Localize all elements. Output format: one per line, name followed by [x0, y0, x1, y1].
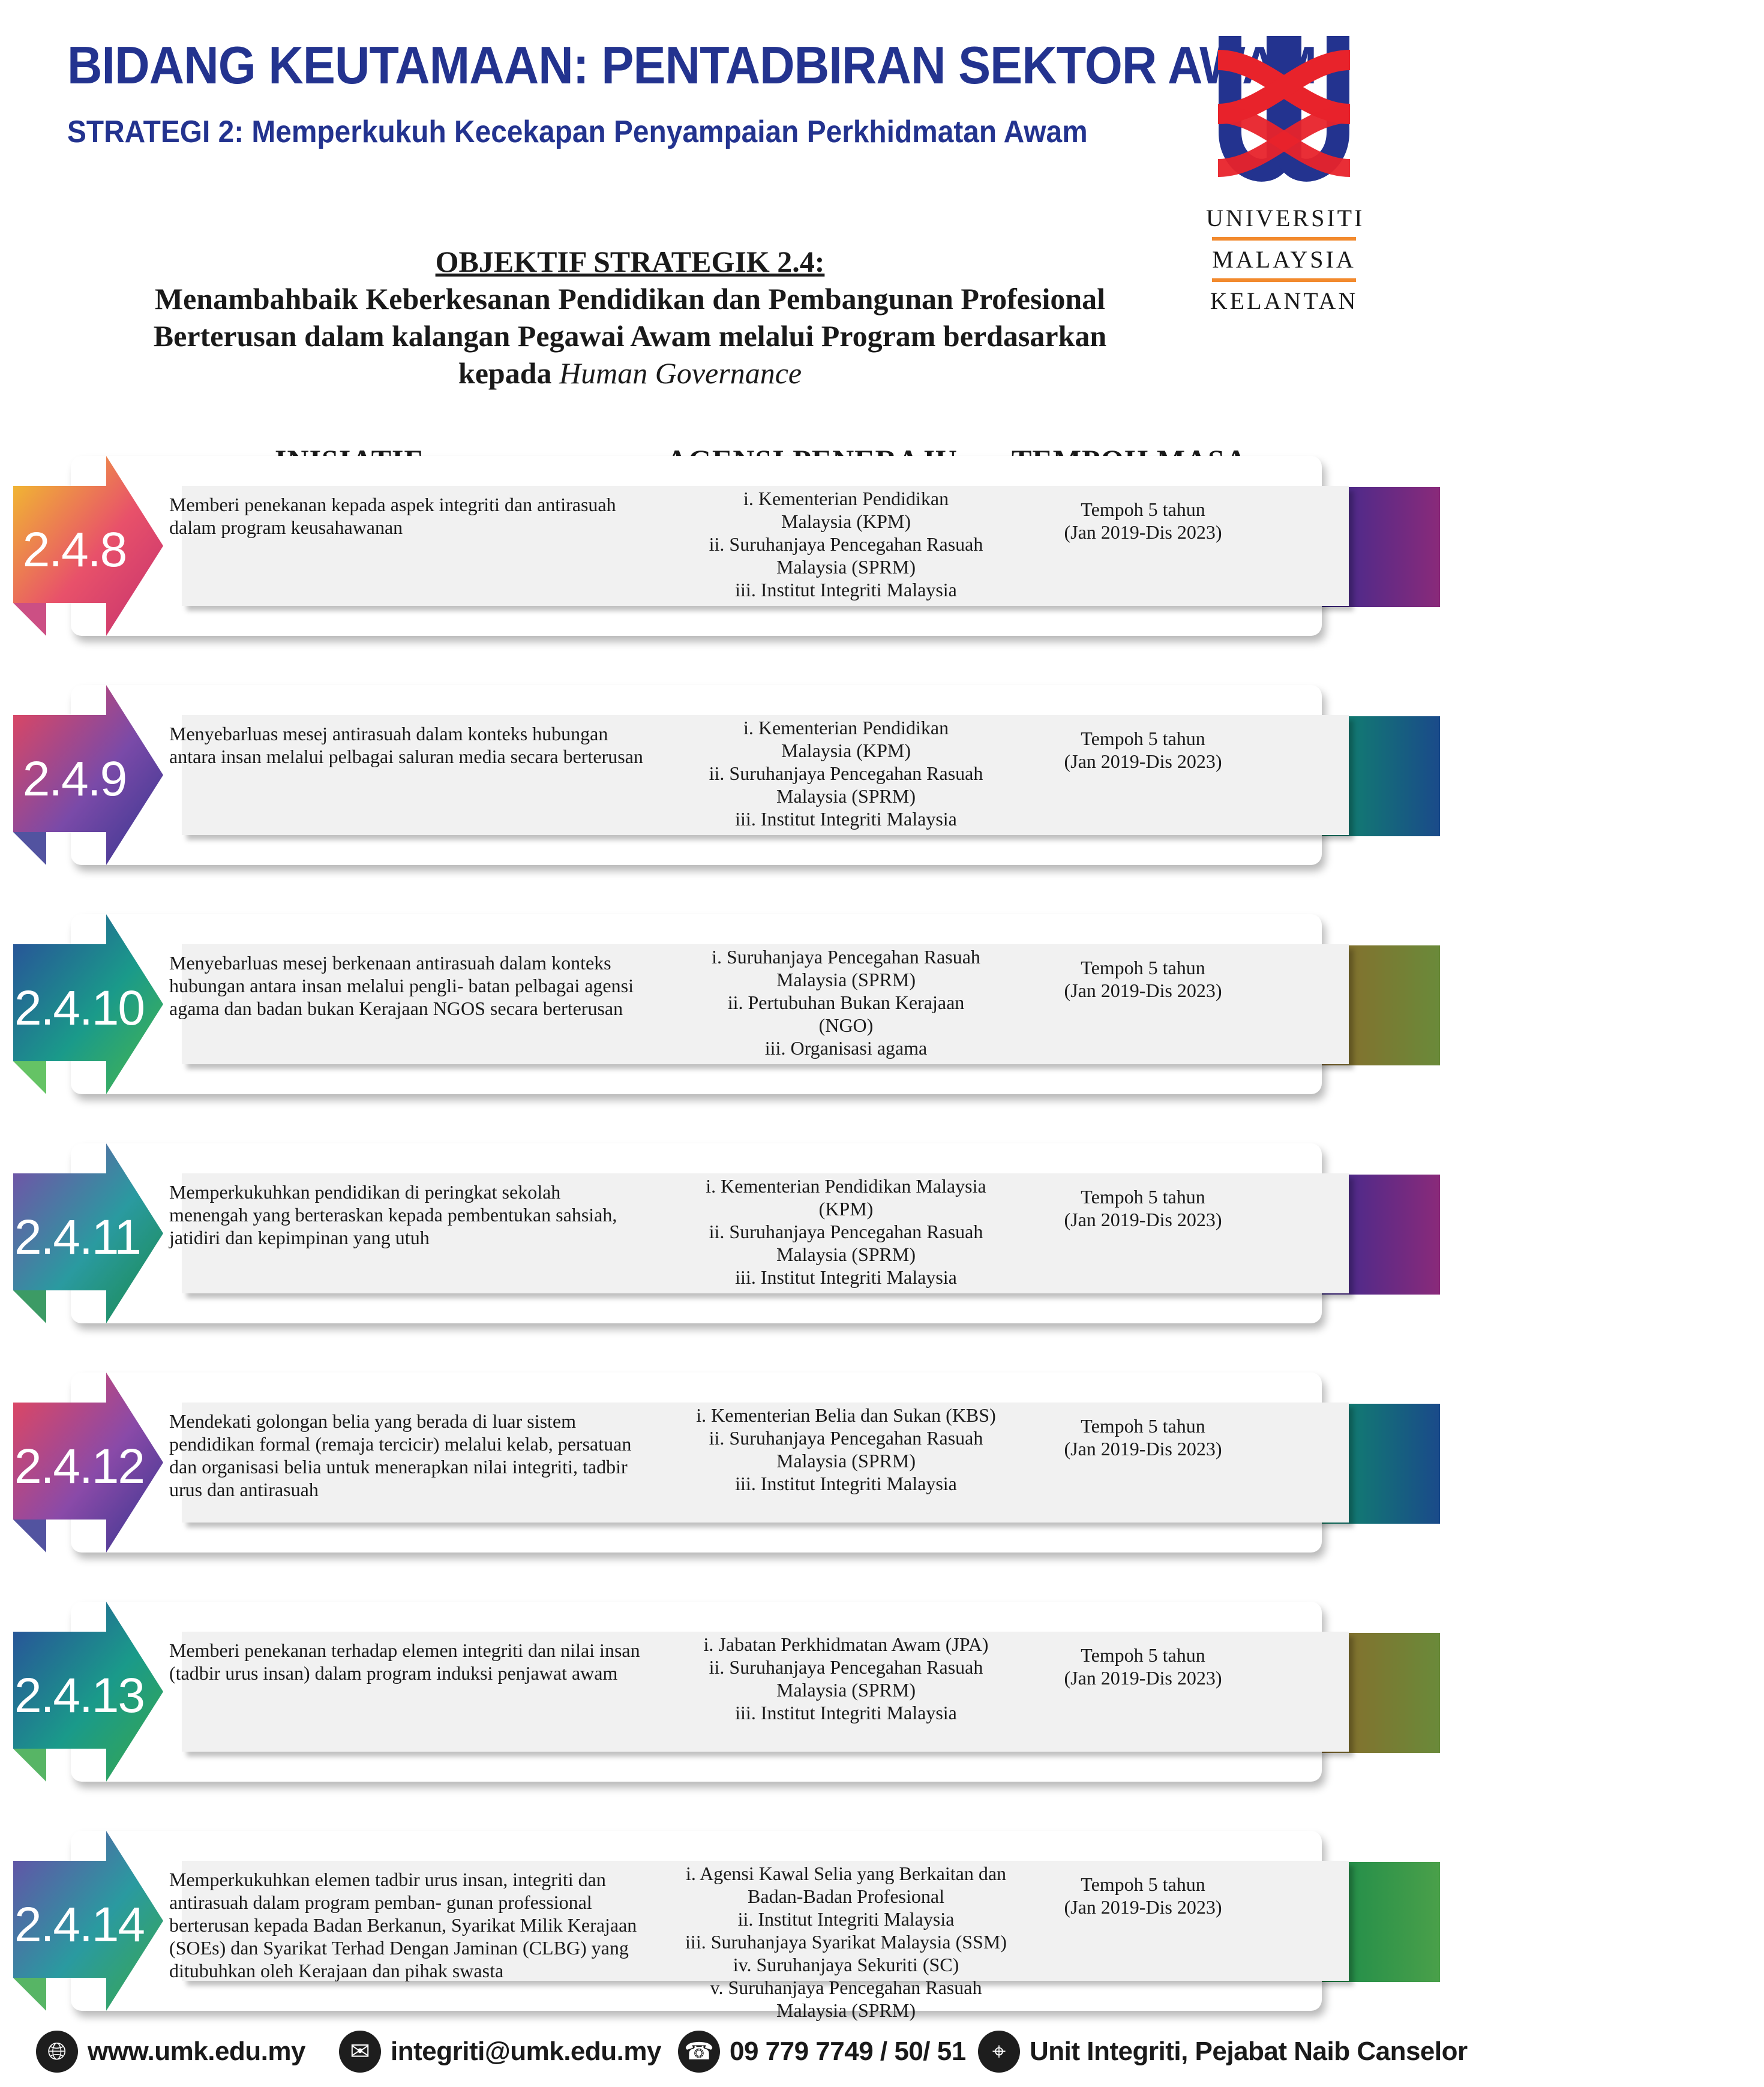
row-number: 2.4.8	[22, 522, 127, 577]
footer-website[interactable]	[36, 2025, 305, 2079]
initiative-row	[0, 456, 1452, 636]
objective-line-3-prefix: kepada	[458, 356, 560, 390]
row-initiative-text: Menyebarluas mesej antirasuah dalam konteks hubungan antara insan melalui pelbagai saluran media secara berterusan	[169, 723, 643, 767]
footer-phone-text: 09 779 7749 / 50/ 51	[730, 2037, 966, 2066]
row-number: 2.4.14	[14, 1897, 144, 1952]
row-initiative-text: Memperkukuhkan pendidikan di peringkat sekolah menengah yang berteraskan kepada pembentukan sahsiah, jatidiri dan kepimpinan yang utuh	[169, 1181, 617, 1248]
row-number: 2.4.11	[14, 1210, 140, 1265]
initiative-row	[0, 1143, 1452, 1323]
phone-icon: ☎	[678, 2031, 720, 2073]
initiative-row	[0, 1373, 1452, 1553]
row-number: 2.4.13	[14, 1668, 144, 1723]
row-agency-text: i. Suruhanjaya Pencegahan Rasuah Malaysia (SPRM) ii. Pertubuhan Bukan Kerajaan (NGO) iii. Organisasi agama	[712, 946, 980, 1059]
initiative-row	[0, 1602, 1452, 1782]
initiative-row	[0, 685, 1452, 865]
logo-text-malaysia: MALAYSIA	[1212, 246, 1356, 273]
initiative-row	[0, 1831, 1452, 2021]
row-agency-text: i. Jabatan Perkhidmatan Awam (JPA) ii. Suruhanjaya Pencegahan Rasuah Malaysia (SPRM) iii. Institut Integriti Malaysia	[703, 1633, 989, 1723]
objective-line-1: Menambahbaik Keberkesanan Pendidikan dan Pembangunan Profesional	[154, 282, 1106, 316]
envelope-icon: ✉	[339, 2031, 381, 2073]
footer-email-text: integriti@umk.edu.my	[391, 2037, 661, 2066]
row-initiative-text: Memberi penekanan kepada aspek integriti dan antirasuah dalam program keusahawanan	[169, 494, 616, 538]
location-pin-icon: ⌖	[978, 2031, 1020, 2073]
umk-logo-mark	[1206, 24, 1362, 204]
row-agency-text: i. Kementerian Pendidikan Malaysia (KPM) ii. Suruhanjaya Pencegahan Rasuah Malaysia (SPRM) iii. Institut Integriti Malaysia	[709, 488, 983, 600]
row-agency-text: i. Kementerian Pendidikan Malaysia (KPM) ii. Suruhanjaya Pencegahan Rasuah Malaysia (SPRM) iii. Institut Integriti Malaysia	[709, 717, 983, 830]
footer-office	[978, 2025, 1468, 2079]
row-number: 2.4.9	[22, 752, 127, 806]
row-period-text: Tempoh 5 tahun (Jan 2019-Dis 2023)	[1064, 1186, 1222, 1230]
row-period-text: Tempoh 5 tahun (Jan 2019-Dis 2023)	[1064, 499, 1222, 543]
footer-website-text: www.umk.edu.my	[88, 2037, 306, 2066]
row-initiative-text: Memperkukuhkan elemen tadbir urus insan, integriti dan antirasuah dalam program pemban- gunan professional berterusan kepada Badan Berkanun, Syarikat Milik Kerajaan (SOEs) dan Syarikat Terhad Dengan Jaminan (CLBG) yang ditubuhkan oleh Kerajaan dan pihak swasta	[169, 1869, 637, 1981]
university-logo	[1206, 24, 1365, 315]
initiative-row	[0, 914, 1452, 1094]
globe-icon: 🌐︎	[36, 2031, 78, 2073]
row-agency-text: i. Kementerian Belia dan Sukan (KBS) ii. Suruhanjaya Pencegahan Rasuah Malaysia (SPRM) iii. Institut Integriti Malaysia	[696, 1404, 996, 1494]
row-initiative-text: Memberi penekanan terhadap elemen integriti dan nilai insan (tadbir urus insan) dalam program induksi penjawat awam	[169, 1639, 640, 1684]
row-period-text: Tempoh 5 tahun (Jan 2019-Dis 2023)	[1064, 957, 1222, 1001]
logo-divider	[1212, 278, 1356, 282]
footer-office-text: Unit Integriti, Pejabat Naib Canselor	[1030, 2037, 1468, 2066]
objective-line-2: Berterusan dalam kalangan Pegawai Awam melalui Program berdasarkan	[153, 319, 1107, 353]
row-agency-text: i. Agensi Kawal Selia yang Berkaitan dan Badan-Badan Profesional ii. Institut Integriti Malaysia iii. Suruhanjaya Syarikat Malaysia (SSM) iv. Suruhanjaya Sekuriti (SC) v. Suruhanjaya Pencegahan Rasuah Malaysia (SPRM)	[685, 1863, 1007, 2021]
objective-title: OBJEKTIF STRATEGIK 2.4:	[435, 245, 825, 278]
page-subtitle: STRATEGI 2: Memperkukuh Kecekapan Penyampaian Perkhidmatan Awam	[67, 115, 1088, 149]
row-period-text: Tempoh 5 tahun (Jan 2019-Dis 2023)	[1064, 1873, 1222, 1918]
logo-text-universiti: UNIVERSITI	[1206, 205, 1365, 232]
row-initiative-text: Mendekati golongan belia yang berada di luar sistem pendidikan formal (remaja tercicir) melalui kelab, persatuan dan organisasi belia untuk menerapkan nilai integriti, tadbir urus dan antirasuah	[169, 1410, 632, 1500]
logo-text-kelantan: KELANTAN	[1210, 287, 1358, 314]
footer-phone[interactable]	[678, 2025, 966, 2079]
strategic-objective	[90, 243, 1170, 392]
row-agency-text: i. Kementerian Pendidikan Malaysia (KPM) ii. Suruhanjaya Pencegahan Rasuah Malaysia (SPRM) iii. Institut Integriti Malaysia	[706, 1175, 986, 1288]
footer	[36, 2025, 1752, 2079]
objective-line-3	[90, 355, 1170, 392]
row-initiative-text: Menyebarluas mesej berkenaan antirasuah dalam konteks hubungan antara insan melalui pengli- batan pelbagai agensi agama dan badan bukan Kerajaan NGOS secara berterusan	[169, 952, 634, 1019]
row-number: 2.4.10	[14, 981, 144, 1035]
page-title: BIDANG KEUTAMAAN: PENTADBIRAN SEKTOR AWAM	[67, 35, 1317, 95]
row-number: 2.4.12	[14, 1439, 144, 1494]
objective-line-3-italic: Human Governance	[559, 356, 802, 390]
row-period-text: Tempoh 5 tahun (Jan 2019-Dis 2023)	[1064, 728, 1222, 772]
footer-email[interactable]	[339, 2025, 661, 2079]
row-period-text: Tempoh 5 tahun (Jan 2019-Dis 2023)	[1064, 1415, 1222, 1460]
logo-divider	[1212, 237, 1356, 241]
row-period-text: Tempoh 5 tahun (Jan 2019-Dis 2023)	[1064, 1644, 1222, 1689]
